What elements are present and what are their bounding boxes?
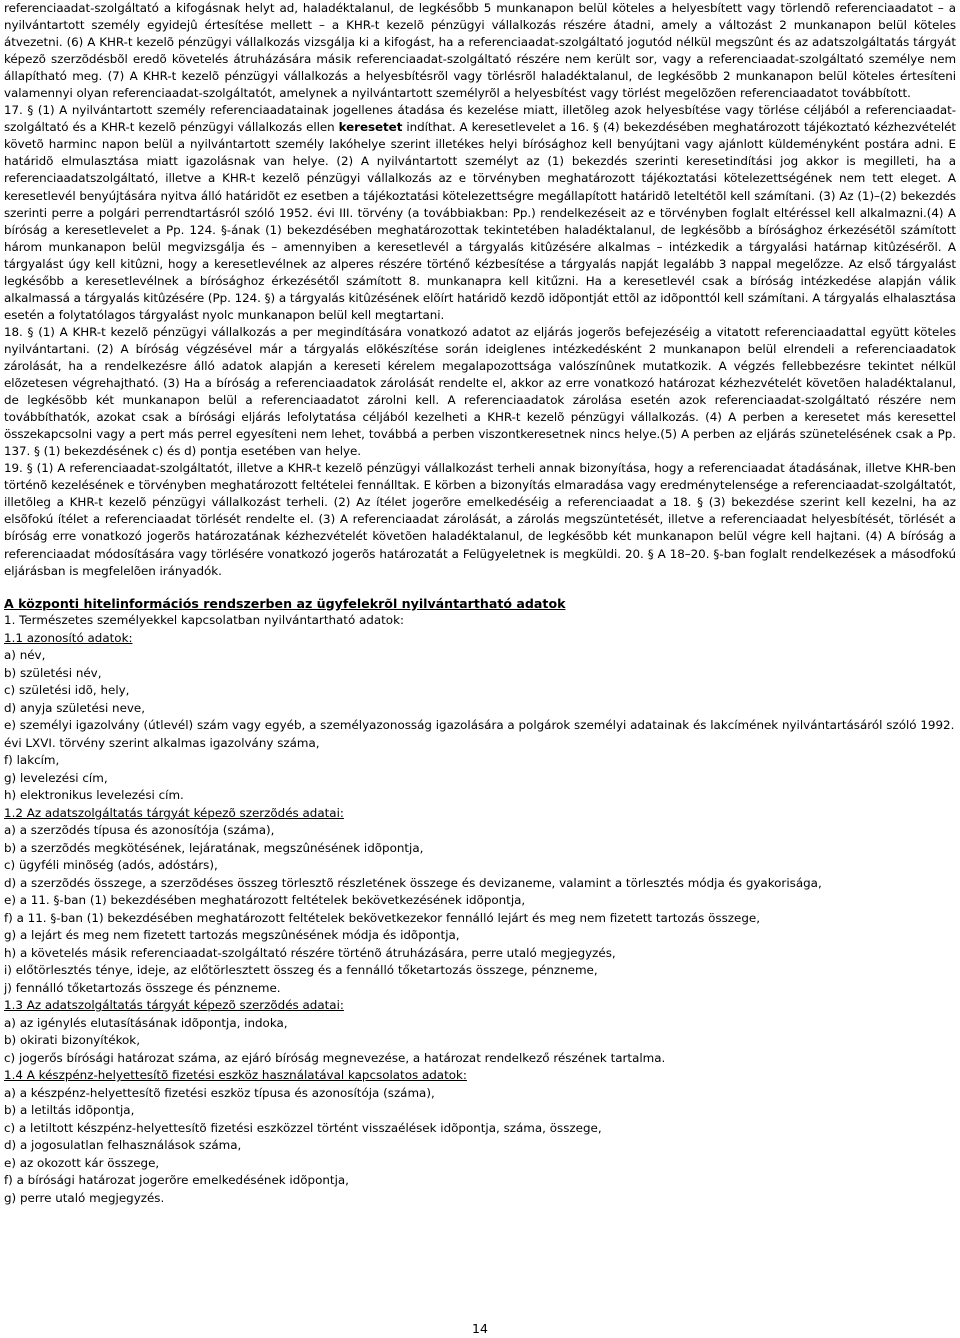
spacer bbox=[4, 580, 956, 595]
list-item: c) születési idõ, hely, bbox=[4, 683, 130, 698]
list-item: a) az igénylés elutasításának idõpontja, indoka, bbox=[4, 1015, 288, 1030]
page-number: 14 bbox=[472, 1321, 488, 1336]
list-item: e) személyi igazolvány (útlevél) szám vagy egyéb, a személyazonosság igazolására a polgárok személyi adatainak és lakcímének nyilvántartásáról szóló 1992. évi LXVI. törvény szerint alkalmas igazolvány száma, bbox=[4, 718, 955, 750]
subsection-heading: 1.4 A készpénz-helyettesítõ fizetési eszköz használatával kapcsolatos adatok: bbox=[4, 1068, 467, 1083]
list-item: 1. Természetes személyekkel kapcsolatban nyilvántartható adatok: bbox=[4, 613, 404, 628]
subsection-heading: 1.2 Az adatszolgáltatás tárgyát képezõ szerzõdés adatai: bbox=[4, 805, 344, 820]
list-item: i) előtörlesztés ténye, ideje, az előtörlesztett összeg és a fennálló tőketartozás összege, pénzneme, bbox=[4, 963, 598, 978]
list-item: f) a 11. §-ban (1) bekezdésében meghatározott feltételek bekövetkezekor fennálló lejárt és meg nem fizetett tartozás összege, bbox=[4, 910, 761, 925]
data-items-list bbox=[4, 612, 956, 1207]
list-item: b) a szerzõdés megkötésének, lejáratának, megszûnésének idõpontja, bbox=[4, 840, 424, 855]
list-item: c) jogerős bírósági határozat száma, az ejáró bíróság megnevezése, a határozat rendelkező részének tartalma. bbox=[4, 1050, 666, 1065]
paragraph-section-18: 18. § (1) A KHR-t kezelõ pénzügyi vállalkozás a per megindítására vonatkozó adatot az eljárás jogerõs befejezéséig a vitatott referenciaadattal együtt köteles nyilvántartani. (2) A bíróság végzésével már a tárgyalás elõkészítése során ideiglenes intézkedésként 2 munkanapon belül elrendeli a referenciaadatok zárolását, ha a rendelkezésre álló adatok alapján a kereseti kérelem megalapozottsága valószínûnek mutatkozik. A végzés fellebbezésre tekintet nélkül elõzetesen végrehajtható. (3) Ha a bíróság a referenciaadatok zárolását rendelte el, akkor az erre vonatkozó határozat kézhezvételét követõen haladéktalanul, de legkésõbb két munkanapon belül a referenciaadatot zárolni kell. A referenciaadatok zárolása esetén azok referenciaadat-szolgáltató részére nem továbbíthatók, azokat csak a bírósági eljárás lefolytatása céljából kezelheti a KHR-t kezelõ pénzügyi vállalkozás. (4) A perben a keresetet más keresettel összekapcsolni vagy a pert más perrel egyesíteni nem lehet, továbbá a perben viszontkeresetnek nincs helye.(5) A perben az eljárás szünetelésének csak a Pp. 137. § (1) bekezdésének c) és d) pontja esetében van helye. bbox=[4, 324, 956, 459]
document-page bbox=[4, 0, 956, 1207]
list-item: f) a bírósági határozat jogerõre emelkedésének idõpontja, bbox=[4, 1173, 349, 1188]
list-item: a) a szerzõdés típusa és azonosítója (száma), bbox=[4, 823, 275, 838]
list-item: d) a szerzõdés összege, a szerzõdéses összeg törlesztõ részletének összege és devizaneme, valamint a törlesztés módja és gyakorisága, bbox=[4, 875, 822, 890]
list-item: b) okirati bizonyítékok, bbox=[4, 1033, 140, 1048]
list-item: d) a jogosulatlan felhasználások száma, bbox=[4, 1138, 242, 1153]
list-item: e) a 11. §-ban (1) bekezdésében meghatározott feltételek bekövetkezésének idõpontja, bbox=[4, 893, 526, 908]
bold-term: keresetet bbox=[338, 120, 403, 135]
body-paragraphs bbox=[4, 0, 956, 580]
list-item: c) a letiltott készpénz-helyettesítõ fizetési eszközzel történt visszaélések idõpontja, száma, összege, bbox=[4, 1120, 602, 1135]
section-heading: A központi hitelinformációs rendszerben az ügyfelekrõl nyilvántartható adatok bbox=[4, 595, 566, 611]
list-item: c) ügyféli minõség (adós, adóstárs), bbox=[4, 858, 218, 873]
list-item: e) az okozott kár összege, bbox=[4, 1155, 160, 1170]
list-item: f) lakcím, bbox=[4, 753, 60, 768]
subsection-heading: 1.3 Az adatszolgáltatás tárgyát képezõ szerzõdés adatai: bbox=[4, 998, 344, 1013]
list-item: a) név, bbox=[4, 648, 46, 663]
list-item: b) a letiltás idõpontja, bbox=[4, 1103, 135, 1118]
list-item: g) perre utaló megjegyzés. bbox=[4, 1190, 165, 1205]
list-item: a) a készpénz-helyettesítõ fizetési eszköz típusa és azonosítója (száma), bbox=[4, 1085, 435, 1100]
list-item: g) a lejárt és meg nem fizetett tartozás megszûnésének módja és idõpontja, bbox=[4, 928, 460, 943]
list-item: b) születési név, bbox=[4, 665, 102, 680]
list-item: j) fennálló tőketartozás összege és pénzneme. bbox=[4, 980, 281, 995]
list-item: h) elektronikus levelezési cím. bbox=[4, 788, 184, 803]
list-item: h) a követelés másik referenciaadat-szolgáltató részére történõ átruházására, perre utaló megjegyzés, bbox=[4, 945, 616, 960]
paragraph-16-continuation: referenciaadat-szolgáltató a kifogásnak helyt ad, haladéktalanul, de legkésőbb 5 munkanapon belül köteles a helyesbített vagy törlendõ referenciaadatot – a nyilvántartott személy egyidejû értesítése mellett – a KHR-t kezelõ pénzügyi vállalkozás részére átadni, amely a változást 2 munkanapon belül köteles átvezetni. (6) A KHR-t kezelõ pénzügyi vállalkozás vizsgálja ki a kifogást, ha a referenciaadat-szolgáltató jogutód nélkül megszûnt és az adatszolgáltatás tárgyát képezõ szerzõdésbõl eredõ követelés átruházására másik referenciaadat-szolgáltató részére nem került sor, vagy a referenciaadat-szolgáltató személye nem állapítható meg. (7) A KHR-t kezelõ pénzügyi vállalkozás a helyesbítésrõl vagy törlésrõl haladéktalanul, de legkésõbb 2 munkanapon belül köteles értesíteni valamennyi olyan referenciaadat-szolgáltatót, amelynek a nyilvántartott személyrõl a helyesbítést vagy törlést megelõzõen referenciaadatot továbbított. bbox=[4, 1, 956, 101]
subsection-heading: 1.1 azonosító adatok: bbox=[4, 630, 133, 645]
paragraph-section-17: 17. § (1) A nyilvántartott személy referenciaadatainak jogellenes átadása és kezelése miatt, illetõleg azok helyesbítése vagy törlése céljából a referenciaadat-szolgáltató és a KHR-t kezelõ pénzügyi vállalkozás ellen keresetet indíthat. A keresetlevelet a 16. § (4) bekezdésében meghatározott tájékoztató kézhezvételét követõ harminc napon belül a nyilvántartott személy lakóhelye szerint illetékes helyi bírósághoz kell benyújtani vagy ajánlott küldeményként postára adni. E határidõ elmulasztása miatt igazolásnak van helye. (2) A nyilvántartott személyt az (1) bekezdés szerinti keresetindítási jog akkor is megilleti, ha a referenciaadatszolgáltató, illetve a KHR-t kezelõ pénzügyi vállalkozás az e törvényben meghatározott tájékoztatási kötelezettségének nem tett eleget. A keresetlevél benyújtására nyitva álló határidõt ez esetben a tájékoztatási kötelezettségre megállapított határidõ leteltétõl kell számítani. (3) Az (1)–(2) bekezdés szerinti perre a polgári perrendtartásról szóló 1952. évi III. törvény (a továbbiakban: Pp.) rendelkezéseit az e törvényben foglalt eltéréssel kell alkalmazni.(4) A bíróság a keresetlevelet a Pp. 124. §-ának (1) bekezdésében meghatározottak tekintetében haladéktalanul, de legkésõbb a bírósághoz érkezésétõl számított három munkanapon belül megvizsgálja és – amennyiben a keresetlevél a tárgyalás kitûzésére alkalmas – intézkedik a tárgyalási határnap kitûzésérõl. A tárgyalást úgy kell kitûzni, hogy a keresetlevélnek az alperes részére történő kézbesítése a tárgyalás napját legalább 3 nappal megelőzze. Az első tárgyalást legkésőbb a keresetlevélnek a bírósághoz érkezésétől számított 8. munkanapra kell kitűzni. Ha a keresetlevél csak a bíróság intézkedése alapján válik alkalmassá a tárgyalás kitûzésére (Pp. 124. §) a tárgyalás kitûzésének elõírt határidõ kezdõ idõpontját ettõl az idõponttól kell számítani. A tárgyalás elhalasztása esetén a folytatólagos tárgyalást nyolc munkanapon belül kell megtartani. bbox=[4, 103, 956, 322]
list-item: d) anyja születési neve, bbox=[4, 700, 146, 715]
paragraph-section-19: 19. § (1) A referenciaadat-szolgáltatót, illetve a KHR-t kezelõ pénzügyi vállalkozást terheli annak bizonyítása, hogy a referenciaadat átadásának, illetve KHR-ben történõ kezelésének e törvényben meghatározott feltételei fennálltak. E körben a bizonyítás elmaradása vagy eredménytelensége a referenciaadat-szolgáltatót, illetõleg a KHR-t kezelõ pénzügyi vállalkozást terheli. (2) Az ítélet jogerõre emelkedéséig a referenciaadat a 18. § (3) bekezdése szerint kell kezelni, ha az elsõfokú ítélet a referenciaadat törlését rendelte el. (3) A referenciaadat zárolását, a zárolás megszüntetését, illetve a referenciaadat helyesbítését, törlését a bíróság erre vonatkozó jogerõs határozatának kézhezvételét követõen haladéktalanul, de legkésõbb két munkanapon belül végre kell hajtani. (4) A bíróság a referenciaadat módosítására vagy törlésére vonatkozó jogerõs határozatát a Felügyeletnek is megküldi. 20. § A 18–20. §-ban foglalt rendelkezések a másodfokú eljárásban is megfelelõen irányadók. bbox=[4, 461, 956, 578]
list-item: g) levelezési cím, bbox=[4, 770, 108, 785]
